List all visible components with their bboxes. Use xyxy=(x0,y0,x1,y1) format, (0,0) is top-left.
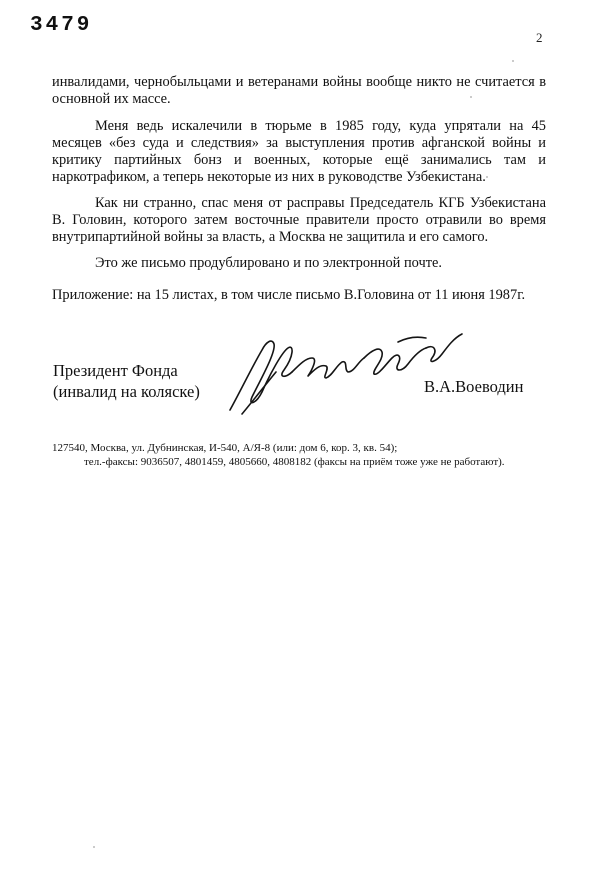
handwritten-signature xyxy=(222,322,472,422)
footer-address: 127540, Москва, ул. Дубнинская, И-540, А/Я-8 (или: дом 6, кор. 3, кв. 54); xyxy=(52,442,398,454)
attachment-note: Приложение: на 15 листах, в том числе письмо В.Головина от 11 июня 1987г. xyxy=(52,287,526,303)
scan-speck xyxy=(470,96,472,98)
paragraph-3: Как ни странно, спас меня от расправы Председатель КГБ Узбекистана В. Головин, которого затем восточные правители просто отравили во время внутрипартийной войны за власть, а Москва не защитила и его самого. xyxy=(52,195,546,245)
page-number: 2 xyxy=(536,30,543,45)
signatory-title: Президент Фонда xyxy=(53,361,178,380)
signatory-subtitle: (инвалид на коляске) xyxy=(53,382,200,401)
scan-speck xyxy=(93,846,95,848)
signatory-title-block xyxy=(53,360,200,402)
footer-contacts xyxy=(52,441,546,469)
footer-phone-fax: тел.-факсы: 9036507, 4801459, 4805660, 4808182 (факсы на приём тоже уже не работают). xyxy=(84,456,505,468)
scan-speck xyxy=(512,60,514,62)
paragraph-1: инвалидами, чернобыльцами и ветеранами войны вообще никто не считается в основной их массе. xyxy=(52,74,546,107)
paragraph-2: Меня ведь искалечили в тюрьме в 1985 году, куда упрятали на 45 месяцев «без суда и следствия» за выступления против афганской войны и критику партийных бонз и военных, которые ещё занимались там и наркотрафиком, а теперь некоторые из них в руководстве Узбекистана. xyxy=(52,118,546,185)
stamp-number: 3479 xyxy=(30,14,93,37)
signatory-name: В.А.Воеводин xyxy=(424,377,524,396)
scan-speck xyxy=(486,176,488,178)
paragraph-4: Это же письмо продублировано и по электронной почте. xyxy=(95,255,442,271)
